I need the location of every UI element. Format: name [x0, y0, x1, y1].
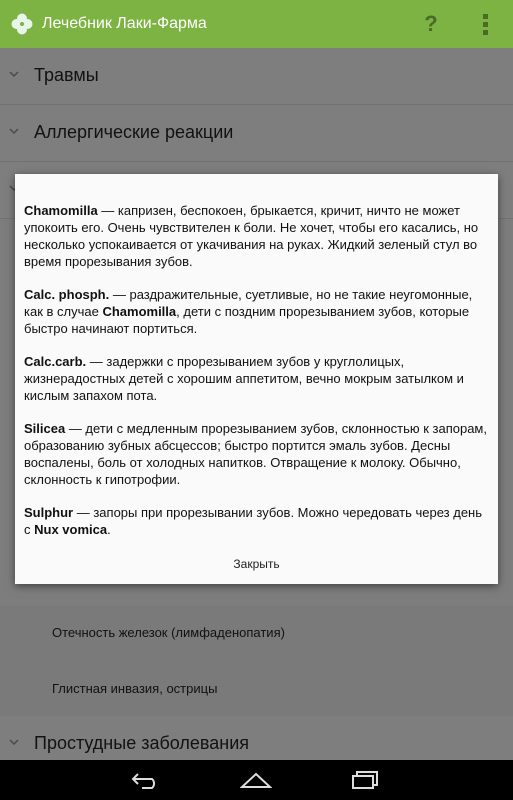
remedy-name: Calc.carb.	[24, 354, 87, 369]
remedy-text: .	[107, 522, 111, 537]
group-label: Простудные заболевания	[34, 733, 250, 753]
action-bar	[0, 0, 513, 48]
remedy-text: — задержки с прорезыванием зубов у круглолицых, жизнерадостных детей с хорошим аппетитом, вечно мокрым затылком и кислым запахом пота.	[24, 354, 464, 403]
remedy-name: Chamomilla	[102, 304, 177, 319]
child-label: Глистная инвазия, острицы	[52, 681, 218, 696]
help-button[interactable]: ?	[424, 11, 438, 36]
remedy-text: — запоры при прорезывании зубов. Можно чередовать через день с	[24, 505, 482, 537]
back-icon[interactable]	[130, 770, 162, 790]
info-dialog	[15, 174, 498, 584]
group-label: Травмы	[34, 65, 99, 85]
group-label: Аллергические реакции	[34, 122, 234, 142]
remedy-paragraph	[24, 286, 490, 337]
remedy-name: Chamomilla	[24, 203, 98, 218]
remedy-paragraph	[24, 353, 490, 404]
remedy-text: — дети с медленным прорезыванием зубов, склонностью к запорам, образованию зубных абсцессов; быстро портится эмаль зубов. Десны воспалены, боль от холодных напитков. Отвращение к молоку. Обычно, склонность к гипотрофии.	[24, 421, 487, 487]
remedy-text: — раздражительные, суетливые, но не такие неугомонные, как в случае	[24, 287, 473, 319]
remedy-name: Sulphur	[24, 505, 74, 520]
child-label: Отечность железок (лимфаденопатия)	[52, 625, 285, 640]
overflow-menu-icon[interactable]	[478, 12, 492, 38]
remedy-text: — капризен, беспокоен, брыкается, кричит, ничто не может упокоить его. Очень чувствителен к боли. Не хочет, чтобы его касались, но несколько успокаивается от укачивания на руках. Жидкий зеленый стул во время прорезывания зубов.	[24, 203, 479, 269]
home-icon[interactable]	[240, 771, 272, 789]
system-nav-bar	[0, 760, 513, 800]
remedy-name: Calc. phosph.	[24, 287, 110, 302]
remedy-name: Nux vomica	[34, 522, 108, 537]
app-title: Лечебник Лаки-Фарма	[42, 15, 207, 32]
clover-icon[interactable]	[10, 12, 34, 36]
dialog-content	[24, 202, 490, 554]
close-button[interactable]: Закрыть	[233, 557, 280, 571]
remedy-paragraph	[24, 504, 490, 538]
remedy-name: Silicea	[24, 421, 66, 436]
remedy-paragraph	[24, 202, 490, 270]
remedy-text: , дети с поздним прорезыванием зубов, которые быстро начинают портиться.	[24, 304, 470, 336]
remedy-paragraph	[24, 420, 490, 488]
recent-apps-icon[interactable]	[351, 770, 381, 790]
